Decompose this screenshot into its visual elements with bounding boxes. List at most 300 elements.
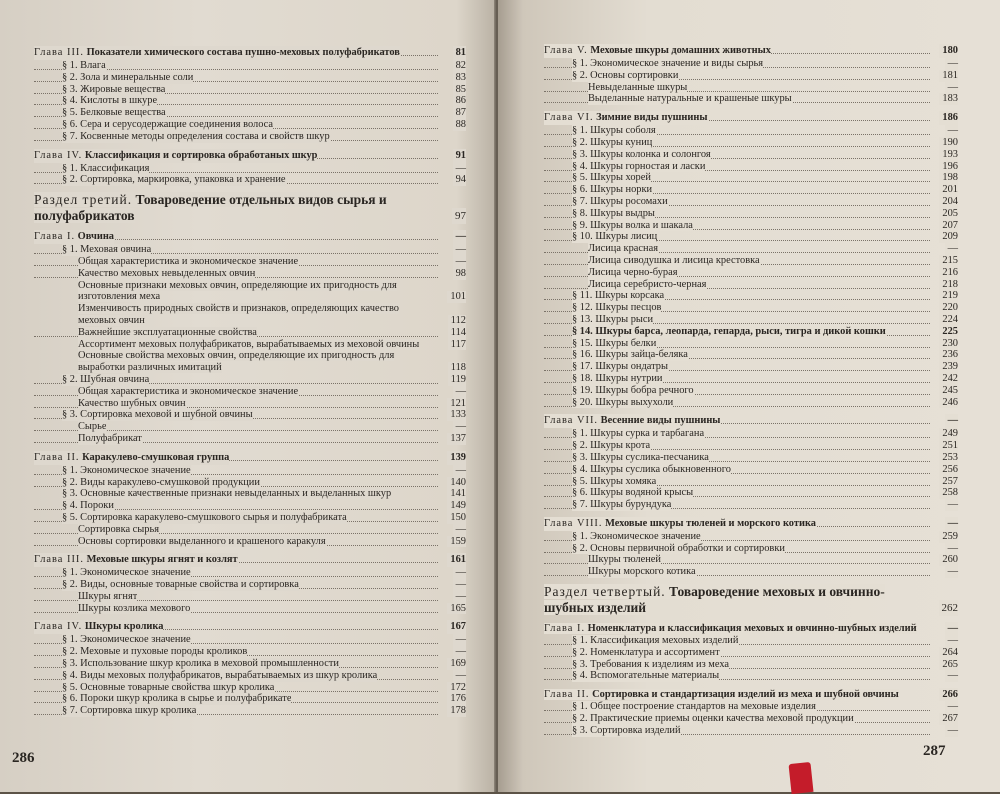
entry-text: Полуфабрикат: [78, 432, 142, 444]
toc-entry: [34, 409, 466, 421]
entry-page: 196: [939, 161, 958, 173]
chapter-entry: [544, 622, 958, 635]
entry-text: Каракулево-смушковая группа: [82, 451, 230, 463]
chapter-entry: [544, 44, 958, 58]
toc-entry: [34, 477, 466, 489]
entry-text: § 1. Экономическое значение: [62, 464, 191, 476]
entry-page: 190: [939, 137, 958, 149]
toc-entry: [34, 327, 466, 339]
entry-page: —: [453, 163, 466, 175]
entry-title: [572, 397, 673, 409]
toc-entry: [544, 196, 958, 208]
entry-page: 117: [448, 339, 466, 351]
toc-entry: [34, 567, 466, 579]
toc-entry: [544, 361, 958, 373]
entry-page: —: [453, 465, 466, 477]
entry-title: [78, 398, 186, 410]
toc-entry: [34, 350, 466, 374]
entry-text: § 1. Экономическое значение: [62, 634, 191, 646]
entry-page: 205: [939, 208, 958, 220]
entry-title: [62, 163, 149, 175]
toc-entry: [34, 693, 466, 705]
entry-page: —: [453, 591, 466, 603]
toc-entry: [544, 279, 958, 291]
entry-title: [572, 487, 693, 499]
entry-text: Лисица черно-бурая: [588, 266, 678, 278]
toc-entry: [34, 670, 466, 682]
toc-entry: [544, 243, 958, 255]
toc-entry: [544, 208, 958, 220]
entry-page: 249: [939, 428, 958, 440]
entry-title: [78, 433, 142, 445]
entry-title: [62, 512, 347, 524]
entry-text: Сортировка сырья: [78, 523, 159, 535]
entry-text: Основные признаки меховых овчин, определяющие их пригодность для изготовления меха: [78, 279, 397, 303]
entry-text: Меховые шкуры тюленей и морского котика: [605, 517, 816, 529]
entry-page: 209: [939, 231, 958, 243]
entry-text: Невыделанные шкуры: [588, 81, 688, 93]
entry-text: § 5. Шкуры хорей: [572, 172, 651, 184]
entry-text: § 1. Экономическое значение: [62, 567, 191, 579]
entry-page: —: [945, 499, 958, 511]
entry-title: [78, 603, 190, 615]
entry-label: Глава II.: [34, 451, 80, 463]
entry-title: [62, 579, 299, 591]
toc-entry: [544, 373, 958, 385]
toc-entry: [34, 107, 466, 119]
entry-page: 118: [448, 362, 466, 374]
red-bookmark: [788, 762, 813, 794]
entry-title: [78, 256, 298, 268]
entry-label: Раздел четвертый.: [544, 584, 666, 600]
toc-entry: [34, 603, 466, 615]
entry-title: [588, 255, 760, 267]
entry-text: § 14. Шкуры барса, леопарда, гепарда, рыси, тигра и дикой кошки: [572, 325, 886, 337]
toc-entry: [544, 701, 958, 713]
entry-title: [62, 693, 291, 705]
entry-page: 219: [939, 290, 958, 302]
entry-title: [588, 243, 658, 255]
entry-text: Весенние виды пушнины: [600, 415, 721, 427]
toc-entry: [544, 125, 958, 137]
entry-text: § 6. Сера и серусодержащие соединения волоса: [62, 118, 273, 130]
entry-page: —: [453, 567, 466, 579]
entry-title: [544, 414, 720, 428]
toc-entry: [34, 421, 466, 433]
entry-text: § 7. Шкуры росомахи: [572, 195, 668, 207]
entry-text: § 2. Основы сортировки: [572, 69, 679, 81]
entry-text: § 1. Меховая овчина: [62, 244, 152, 256]
toc-entry: [34, 303, 466, 327]
entry-page: 101: [447, 291, 466, 303]
chapter-entry: [544, 517, 958, 531]
toc-entry: [544, 397, 958, 409]
entry-page: 121: [447, 398, 466, 410]
entry-text: Зимние виды пушнины: [596, 112, 708, 124]
entry-page: 201: [939, 184, 958, 196]
chapter-entry: [34, 553, 466, 567]
entry-text: § 4. Шкуры горностая и ласки: [572, 160, 706, 172]
entry-text: § 2. Шкуры куниц: [572, 136, 653, 148]
toc-entry: [544, 635, 958, 647]
toc-entry: [34, 591, 466, 603]
entry-page: 216: [939, 267, 958, 279]
entry-text: § 2. Номенклатура и ассортимент: [572, 646, 720, 658]
entry-label: Раздел третий.: [34, 192, 133, 208]
toc-entry: [34, 256, 466, 268]
toc-entry: [34, 268, 466, 280]
entry-text: § 1. Общее построение стандартов на меховые изделия: [572, 701, 816, 713]
entry-title: [544, 623, 917, 634]
entry-title: [572, 670, 719, 682]
entry-text: § 4. Пороки: [62, 500, 114, 512]
entry-title: [572, 149, 711, 161]
entry-text: § 1. Экономическое значение и виды сырья: [572, 58, 764, 69]
toc-entry: [544, 440, 958, 452]
toc-entry: [544, 70, 958, 82]
entry-text: Ассортимент меховых полуфабрикатов, вырабатываемых из меховой овчины: [78, 338, 420, 350]
entry-page: 198: [939, 172, 958, 184]
entry-page: 242: [939, 373, 958, 385]
entry-text: § 4. Вспомогательные материалы: [572, 670, 720, 682]
entry-page: 98: [453, 268, 466, 280]
toc-entry: [544, 464, 958, 476]
toc-entry: [544, 172, 958, 184]
toc-entry: [34, 374, 466, 386]
entry-text: Лисица серебристо-черная: [588, 278, 707, 290]
entry-title: [62, 634, 191, 646]
entry-title: [572, 172, 651, 184]
entry-title: [34, 451, 229, 465]
entry-text: § 5. Сортировка каракулево-смушкового сырья и полуфабриката: [62, 511, 347, 523]
entry-text: § 3. Сортировка меховой и шубной овчины: [62, 409, 253, 421]
entry-title: [78, 339, 419, 350]
entry-text: § 6. Шкуры водяной крысы: [572, 487, 694, 499]
entry-title: [572, 531, 701, 543]
toc-entry: [544, 659, 958, 671]
entry-title: [78, 524, 159, 536]
entry-text: Изменчивость природных свойств и признаков, определяющих качество меховых овчин: [78, 303, 400, 326]
entry-page: 169: [447, 658, 466, 670]
entry-title: [544, 111, 708, 125]
entry-page: —: [945, 670, 958, 682]
entry-text: § 2. Зола и минеральные соли: [62, 71, 194, 83]
toc-entry: [544, 452, 958, 464]
entry-page: 230: [939, 338, 958, 350]
entry-page: 253: [939, 452, 958, 464]
entry-page: 236: [939, 349, 958, 361]
entry-page: —: [945, 517, 958, 531]
entry-text: § 3. Сортировка изделий: [572, 724, 681, 736]
entry-title: [572, 349, 688, 361]
entry-page: —: [945, 725, 958, 737]
entry-text: § 6. Шкуры норки: [572, 184, 653, 196]
entry-text: Шкуры козлика мехового: [78, 602, 191, 614]
entry-page: 159: [447, 536, 466, 548]
toc-entry: [544, 647, 958, 659]
entry-page: 186: [939, 111, 958, 125]
entry-page: —: [945, 82, 958, 94]
entry-text: § 12. Шкуры песцов: [572, 302, 662, 314]
entry-page: 140: [447, 477, 466, 489]
toc-entry: [34, 465, 466, 477]
toc-entry: [544, 137, 958, 149]
entry-title: [588, 279, 706, 291]
entry-title: [572, 659, 729, 671]
entry-title: [62, 95, 157, 107]
toc-entry: [34, 174, 466, 186]
entry-page: —: [945, 243, 958, 255]
entry-title: [544, 584, 885, 615]
entry-page: 246: [939, 397, 958, 409]
entry-page: 257: [939, 476, 958, 488]
toc-entry: [544, 338, 958, 350]
chapter-entry: [544, 688, 958, 701]
entry-text: § 2. Виды, основные товарные свойства и сортировка: [62, 579, 299, 591]
toc-entry: [34, 536, 466, 548]
section-entry: [34, 192, 466, 224]
entry-page: —: [945, 543, 958, 555]
entry-page: 112: [448, 315, 466, 327]
entry-title: [62, 488, 391, 499]
entry-text: § 2. Шубная овчина: [62, 373, 150, 385]
toc-entry: [544, 255, 958, 267]
toc-entry: [34, 398, 466, 410]
entry-text: Шкуры ягнят: [78, 590, 138, 602]
right-page-number: 287: [923, 743, 946, 759]
entry-text: § 3. Основные качественные признаки невыделанных и выделанных шкур: [62, 488, 392, 500]
entry-title: [62, 705, 196, 717]
entry-page: —: [453, 244, 466, 256]
entry-title: [78, 280, 397, 303]
toc-entry: [544, 220, 958, 232]
entry-text: § 3. Шкуры суслика-песчаника: [572, 451, 709, 463]
entry-page: 193: [939, 149, 958, 161]
entry-title: [34, 620, 163, 634]
chapter-entry: [34, 451, 466, 465]
entry-page: 94: [453, 174, 466, 186]
entry-page: 85: [453, 84, 466, 96]
entry-page: 267: [939, 713, 958, 725]
entry-text: Меховые шкуры ягнят и козлят: [86, 554, 238, 566]
toc-entry: [34, 433, 466, 445]
entry-title: [588, 82, 687, 94]
entry-text: § 4. Шкуры суслика обыкновенного: [572, 463, 731, 475]
entry-text: § 6. Пороки шкур кролика в сырье и полуфабрикате: [62, 693, 292, 705]
toc-entry: [34, 95, 466, 107]
entry-title: [62, 60, 106, 72]
entry-title: [62, 84, 165, 96]
entry-title: [572, 428, 704, 440]
entry-text: Общая характеристика и экономическое значение: [78, 255, 299, 267]
entry-title: [572, 452, 709, 464]
entry-page: 114: [448, 327, 466, 339]
entry-text: Лисица сиводушка и лисица крестовка: [588, 254, 760, 266]
entry-text: § 4. Виды меховых полуфабрикатов, вырабатываемых из шкур кролика: [62, 669, 378, 681]
entry-title: [572, 137, 652, 149]
entry-label: Глава VI.: [544, 112, 594, 124]
entry-title: [572, 701, 816, 713]
entry-text: § 3. Требования к изделиям из меха: [572, 658, 730, 670]
entry-page: 258: [939, 487, 958, 499]
entry-page: 165: [447, 603, 466, 615]
entry-text: § 19. Шкуры бобра речного: [572, 384, 694, 396]
toc-entry: [34, 119, 466, 131]
entry-title: [572, 464, 731, 476]
toc-entry: [34, 579, 466, 591]
entry-text: Основы сортировки выделанного и крашеного каракуля: [78, 535, 326, 547]
entry-title: [62, 500, 114, 512]
entry-title: [78, 536, 326, 548]
toc-entry: [34, 244, 466, 256]
entry-page: 133: [447, 409, 466, 421]
entry-page: —: [453, 230, 466, 244]
entry-page: 137: [447, 433, 466, 445]
toc-entry: [544, 476, 958, 488]
entry-text: § 15. Шкуры белки: [572, 337, 657, 349]
toc-entry: [544, 314, 958, 326]
entry-label: Глава VIII.: [544, 517, 603, 529]
entry-title: [572, 58, 763, 70]
toc-entry: [34, 705, 466, 717]
entry-title: [572, 373, 662, 385]
entry-title: [572, 476, 656, 488]
entry-page: 262: [939, 600, 959, 616]
chapter-entry: [34, 230, 466, 244]
entry-text: § 1. Шкуры сурка и тарбагана: [572, 428, 705, 440]
right-page: [498, 0, 1000, 792]
entry-title: [62, 670, 377, 682]
entry-page: —: [453, 634, 466, 646]
entry-label: Глава II.: [544, 689, 590, 701]
toc-entry: [544, 267, 958, 279]
entry-text: § 9. Шкуры волка и шакала: [572, 219, 693, 231]
entry-label: Глава III.: [34, 554, 84, 566]
entry-text: § 3. Жировые вещества: [62, 83, 166, 95]
entry-text: Товароведение меховых и овчинно-шубных изделий: [544, 584, 885, 616]
entry-title: [572, 647, 720, 659]
entry-page: —: [453, 421, 466, 433]
entry-page: 265: [939, 659, 958, 671]
entry-title: [62, 119, 273, 131]
entry-page: 256: [939, 464, 958, 476]
entry-title: [78, 268, 255, 280]
toc-entry: [544, 231, 958, 243]
toc-entry: [544, 290, 958, 302]
entry-page: —: [453, 646, 466, 658]
entry-title: [572, 290, 664, 302]
entry-title: [572, 184, 652, 196]
toc-entry: [34, 280, 466, 304]
entry-text: Шкуры морского котика: [588, 566, 696, 578]
entry-text: Основные свойства меховых овчин, определяющие их пригодность для выработки различных имитаций: [78, 350, 395, 374]
entry-page: 149: [447, 500, 466, 512]
toc-entry: [34, 72, 466, 84]
entry-page: 264: [939, 647, 958, 659]
entry-page: 239: [939, 361, 958, 373]
entry-title: [572, 208, 655, 220]
entry-page: —: [945, 566, 958, 578]
entry-page: 141: [447, 488, 466, 500]
entry-text: Общая характеристика и экономическое значение: [78, 385, 299, 397]
entry-title: [62, 682, 274, 694]
entry-title: [78, 327, 257, 339]
toc-entry: [544, 161, 958, 173]
entry-title: [62, 174, 286, 186]
entry-title: [572, 125, 656, 137]
toc-entry: [34, 682, 466, 694]
entry-title: [62, 477, 260, 489]
entry-label: Глава IV.: [34, 149, 83, 161]
entry-title: [78, 591, 137, 603]
entry-page: —: [453, 579, 466, 591]
entry-page: 81: [453, 46, 466, 60]
entry-title: [78, 350, 394, 373]
toc-entry: [544, 302, 958, 314]
entry-text: § 3. Шкуры колонка и солонгоя: [572, 148, 711, 160]
entry-label: Глава I.: [34, 231, 76, 243]
entry-text: § 1. Классификация меховых изделий: [572, 635, 739, 647]
toc-entry: [544, 713, 958, 725]
toc-entry: [544, 499, 958, 511]
chapter-entry: [34, 149, 466, 163]
entry-title: [544, 517, 816, 531]
toc-entry: [34, 488, 466, 500]
entry-text: § 5. Белковые вещества: [62, 107, 166, 119]
entry-text: Лисица красная: [588, 243, 658, 255]
entry-page: —: [453, 386, 466, 398]
entry-page: 86: [453, 95, 466, 107]
entry-page: 260: [939, 554, 958, 566]
entry-title: [62, 567, 191, 579]
entry-text: Сырье: [78, 421, 107, 433]
toc-entry: [34, 60, 466, 72]
chapter-entry: [544, 111, 958, 125]
entry-page: 167: [447, 620, 466, 634]
toc-entry: [34, 634, 466, 646]
entry-text: § 1. Экономическое значение: [572, 530, 701, 542]
toc-entry: [544, 184, 958, 196]
entry-page: 87: [453, 107, 466, 119]
entry-title: [34, 230, 114, 244]
entry-page: 139: [447, 451, 466, 465]
entry-page: 161: [447, 553, 466, 567]
entry-text: Качество шубных овчин: [78, 397, 186, 409]
entry-text: Важнейшие эксплуатационные свойства: [78, 326, 257, 338]
entry-text: § 2. Виды каракулево-смушковой продукции: [62, 476, 260, 488]
entry-page: 150: [447, 512, 466, 524]
entry-title: [78, 421, 106, 433]
entry-title: [588, 566, 696, 578]
entry-label: Глава V.: [544, 45, 588, 56]
entry-page: —: [453, 256, 466, 268]
entry-title: [34, 553, 238, 567]
entry-page: —: [453, 670, 466, 682]
entry-title: [62, 465, 191, 477]
toc-entry: [34, 512, 466, 524]
toc-entry: [544, 566, 958, 578]
chapter-entry: [34, 620, 466, 634]
entry-title: [572, 231, 657, 243]
entry-title: [62, 374, 149, 386]
entry-text: Номенклатура и классификация меховых и овчинно-шубных изделий: [587, 623, 917, 635]
entry-title: [78, 386, 298, 398]
entry-title: [588, 93, 792, 105]
section-entry: [544, 584, 958, 616]
entry-text: Выделанные натуральные и крашеные шкуры: [588, 93, 792, 105]
entry-text: § 2. Меховые и пуховые породы кроликов: [62, 646, 248, 658]
entry-text: § 7. Шкуры бурундука: [572, 499, 672, 511]
